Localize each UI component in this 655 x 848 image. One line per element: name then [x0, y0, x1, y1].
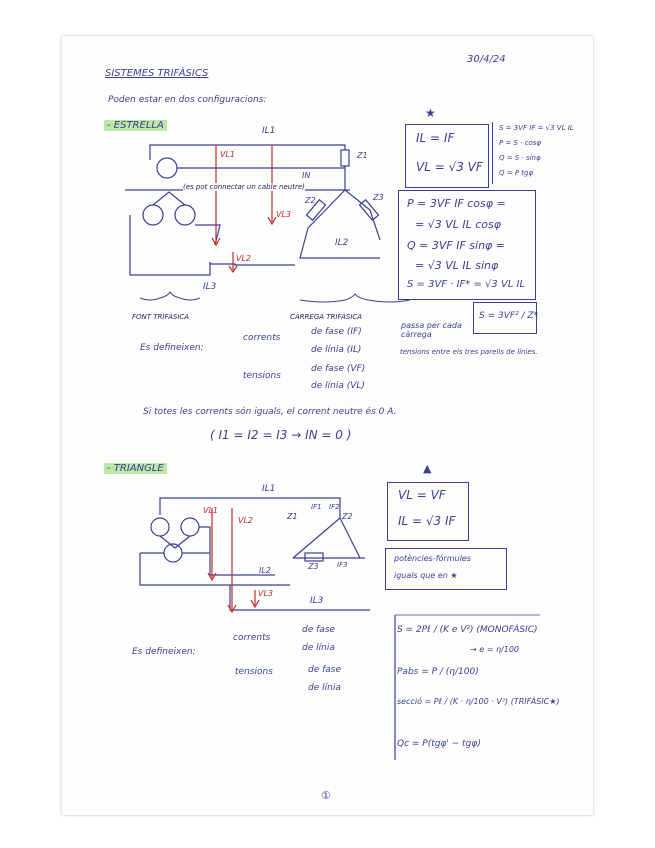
- label-z2: Z2: [305, 196, 316, 205]
- tri-label-il3: IL3: [310, 596, 324, 606]
- def-linia-v: de línia (VL): [311, 381, 365, 391]
- eq-s-impedance: S = 3VF² / Z*: [479, 311, 539, 321]
- eq-q: Q = S · sinφ: [499, 154, 541, 162]
- definitions-lead: Es defineixen:: [140, 343, 204, 353]
- potencies-line1: potències-fórmules: [394, 554, 471, 563]
- formula-trifasic: secció = Pℓ / (K · η/100 · V²) (TRIFÀSIC★): [397, 697, 560, 706]
- tri-label-z1: Z1: [287, 512, 298, 521]
- def-note-fase: passa per cada càrrega: [401, 321, 462, 339]
- eq-power-p2: = √3 VL IL cosφ: [415, 218, 502, 231]
- tri-label-if1: IF1: [311, 503, 322, 511]
- tri-def-corrents: corrents: [233, 633, 271, 643]
- intro-text: Poden estar en dos configuracions:: [108, 95, 267, 105]
- triangle-icon: ▲: [423, 462, 432, 475]
- label-il3: IL3: [203, 282, 217, 292]
- eq-power-q2: = √3 VL IL sinφ: [415, 259, 499, 272]
- eq-il-if: IL = IF: [416, 131, 455, 145]
- tri-label-il1: IL1: [262, 484, 276, 494]
- font-label: FONT TRIFÀSICA: [132, 313, 190, 321]
- load-label: CÀRREGA TRIFÀSICA: [290, 313, 363, 321]
- label-vl1: VL1: [220, 150, 236, 159]
- def-fase-i: de fase (IF): [311, 327, 362, 337]
- potencies-line2: iguals que en ★: [394, 571, 458, 580]
- tri-eq-il-if: IL = √3 IF: [398, 514, 456, 528]
- neutral-rule: Si totes les corrents són iguals, el corrent neutre és 0 A.: [143, 407, 397, 417]
- eq-s: S = 3VF IF = √3 VL IL: [499, 124, 574, 132]
- tri-definitions-lead: Es defineixen:: [132, 647, 196, 657]
- label-in: IN: [302, 171, 311, 180]
- tri-label-z3: Z3: [308, 562, 319, 571]
- label-il1: IL1: [262, 126, 276, 136]
- def-fase-v: de fase (VF): [311, 364, 366, 374]
- neutral-equation: ( I1 = I2 = I3 → IN = 0 ): [210, 428, 352, 442]
- page-title: SISTEMES TRIFÀSICS: [105, 68, 209, 79]
- tri-label-if2: IF2: [329, 503, 340, 511]
- tri-eq-vl-vf: VL = VF: [398, 488, 446, 502]
- page-number: ①: [321, 789, 331, 802]
- eq-vl-vf: VL = √3 VF: [416, 160, 483, 174]
- formula-pabs: Pabs = P / (η/100): [397, 667, 479, 677]
- eq-power-q1: Q = 3VF IF sinφ =: [407, 239, 506, 252]
- label-vl3: VL3: [276, 210, 292, 219]
- tri-def-tensions: tensions: [235, 667, 273, 677]
- tri-label-z2: Z2: [342, 512, 353, 521]
- tri-label-vl1: VL1: [203, 506, 219, 515]
- tri-label-il2: IL2: [259, 566, 271, 575]
- triangle-heading-text: - TRIANGLE: [104, 463, 167, 474]
- label-vl2: VL2: [236, 254, 252, 263]
- label-z1: Z1: [357, 151, 368, 160]
- def-note-tensio: tensions entre els tres parells de línies.: [400, 348, 538, 356]
- tri-def-fase-v: de fase: [308, 665, 342, 675]
- eq-q-tg: Q = P tgφ: [499, 169, 534, 177]
- def-corrents: corrents: [243, 333, 281, 343]
- def-tensions: tensions: [243, 371, 281, 381]
- formula-monofasic: S = 2Pℓ / (K e V²) (MONOFÀSIC): [397, 625, 538, 635]
- eq-power-s: S = 3VF · IF* = √3 VL IL: [407, 279, 526, 290]
- eq-p: P = S · cosφ: [499, 139, 542, 147]
- tri-label-vl2: VL2: [238, 516, 254, 525]
- neutral-note: (es pot connectar un cable neutre): [183, 183, 305, 191]
- star-icon: ★: [425, 106, 436, 120]
- formula-pct: → e = η/100: [470, 645, 519, 654]
- def-linia-i: de línia (IL): [311, 345, 362, 355]
- label-z3: Z3: [373, 193, 384, 202]
- tri-label-if3: IF3: [337, 561, 348, 569]
- eq-power-p1: P = 3VF IF cosφ =: [407, 197, 506, 210]
- label-il2: IL2: [335, 238, 349, 248]
- tri-def-fase-i: de fase: [302, 625, 336, 635]
- tri-def-linia-i: de línia: [302, 643, 335, 653]
- date: 30/4/24: [467, 54, 506, 65]
- estrella-heading-text: - ESTRELLA: [104, 120, 167, 131]
- tri-def-linia-v: de línia: [308, 683, 341, 693]
- formula-qc: Qc = P(tgφ' − tgφ): [397, 739, 481, 749]
- tri-label-vl3: VL3: [258, 589, 274, 598]
